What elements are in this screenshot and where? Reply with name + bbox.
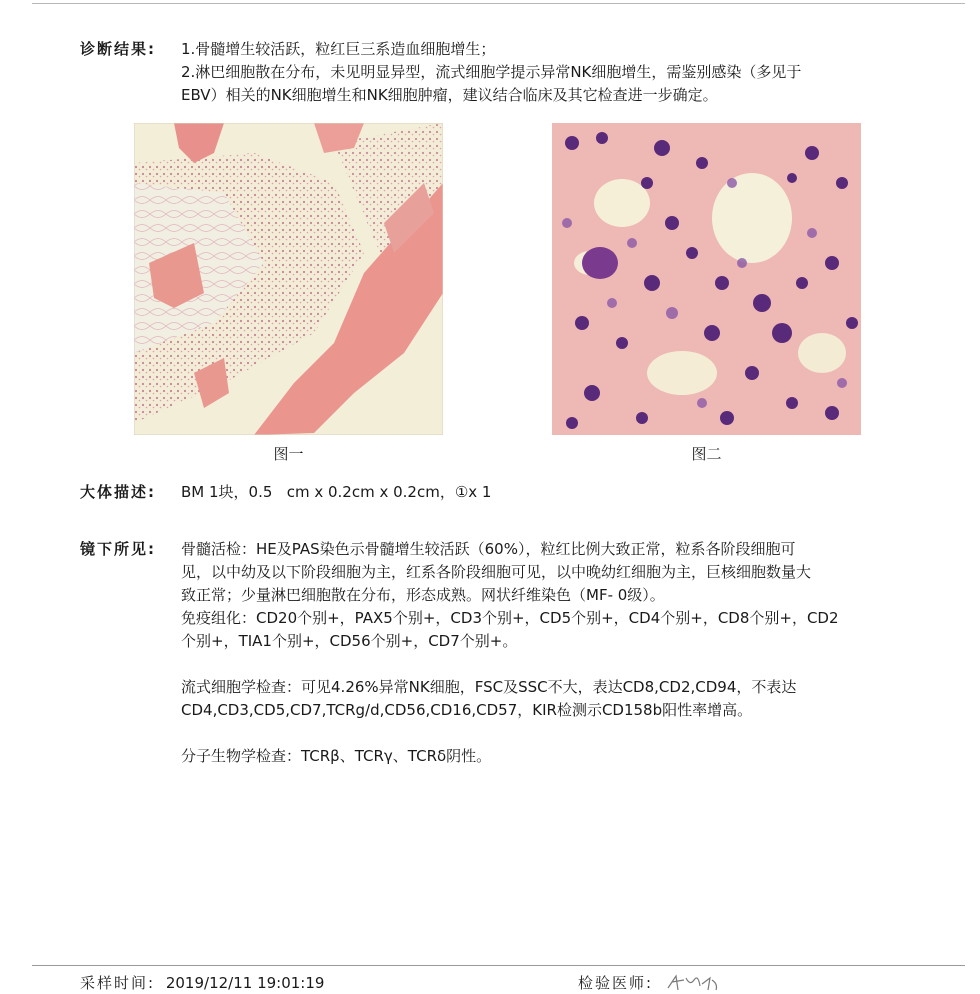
microscopy-line: 个别+，TIA1个别+，CD56个别+，CD7个别+。	[181, 632, 518, 650]
microscopy-line: 骨髓活检：HE及PAS染色示骨髓增生较活跃（60%），粒红比例大致正常，粒系各阶段细胞可	[181, 540, 796, 558]
diagnosis-line: EBV）相关的NK细胞增生和NK细胞肿瘤，建议结合临床及其它检查进一步确定。	[181, 86, 718, 104]
signature-image	[664, 972, 724, 994]
microscopy-line: 见，以中幼及以下阶段细胞为主，红系各阶段细胞可见，以中晚幼红细胞为主，巨核细胞数量大	[181, 563, 812, 581]
diagnosis-content	[181, 38, 920, 107]
histology-high-power-image	[552, 123, 861, 435]
sampling-time	[80, 972, 324, 993]
microscopy-line: CD4,CD3,CD5,CD7,TCRg/d,CD56,CD16,CD57，KIR检测示CD158b阳性率增高。	[181, 701, 753, 719]
sampling-time-label: 采样时间:	[80, 974, 156, 992]
physician	[578, 972, 724, 994]
diagnosis-section	[80, 38, 920, 107]
gross-content	[181, 481, 920, 504]
gross-text: BM 1块，0.5 cm x 0.2cm x 0.2cm，①x 1	[181, 483, 492, 501]
figure-1-caption: 图一	[273, 445, 304, 463]
figure-1-image	[134, 123, 443, 435]
gross-section	[80, 481, 920, 504]
histology-low-power-image	[134, 123, 443, 435]
figure-2	[552, 123, 861, 464]
diagnosis-line: 1.骨髓增生较活跃，粒红巨三系造血细胞增生；	[181, 40, 496, 58]
diagnosis-label: 诊断结果:	[80, 40, 156, 58]
microscopy-line: 致正常；少量淋巴细胞散在分布，形态成熟。网状纤维染色（MF- 0级）。	[181, 586, 665, 604]
microscopy-label: 镜下所见:	[80, 540, 156, 558]
sampling-time-value: 2019/12/11 19:01:19	[165, 974, 325, 992]
diagnosis-line: 2.淋巴细胞散在分布，未见明显异型，流式细胞学提示异常NK细胞增生，需鉴别感染（多见于	[181, 63, 802, 81]
microscopy-section	[80, 538, 920, 768]
microscopy-line: 免疫组化：CD20个别+，PAX5个别+，CD3个别+，CD5个别+，CD4个别+，CD8个别+，CD2	[181, 609, 839, 627]
microscopy-line: 分子生物学检查：TCRβ、TCRγ、TCRδ阴性。	[181, 747, 492, 765]
figure-1	[134, 123, 443, 464]
paragraph-gap	[181, 653, 920, 676]
paragraph-gap	[181, 722, 920, 745]
physician-label: 检验医师:	[578, 974, 654, 992]
figure-2-image	[552, 123, 861, 435]
gross-label: 大体描述:	[80, 483, 156, 501]
figure-2-caption: 图二	[691, 445, 722, 463]
microscopy-line: 流式细胞学检查：可见4.26%异常NK细胞，FSC及SSC不大，表达CD8,CD2,CD94，不表达	[181, 678, 797, 696]
top-rule	[32, 3, 965, 4]
bottom-rule	[32, 965, 965, 966]
microscopy-content	[181, 538, 920, 768]
